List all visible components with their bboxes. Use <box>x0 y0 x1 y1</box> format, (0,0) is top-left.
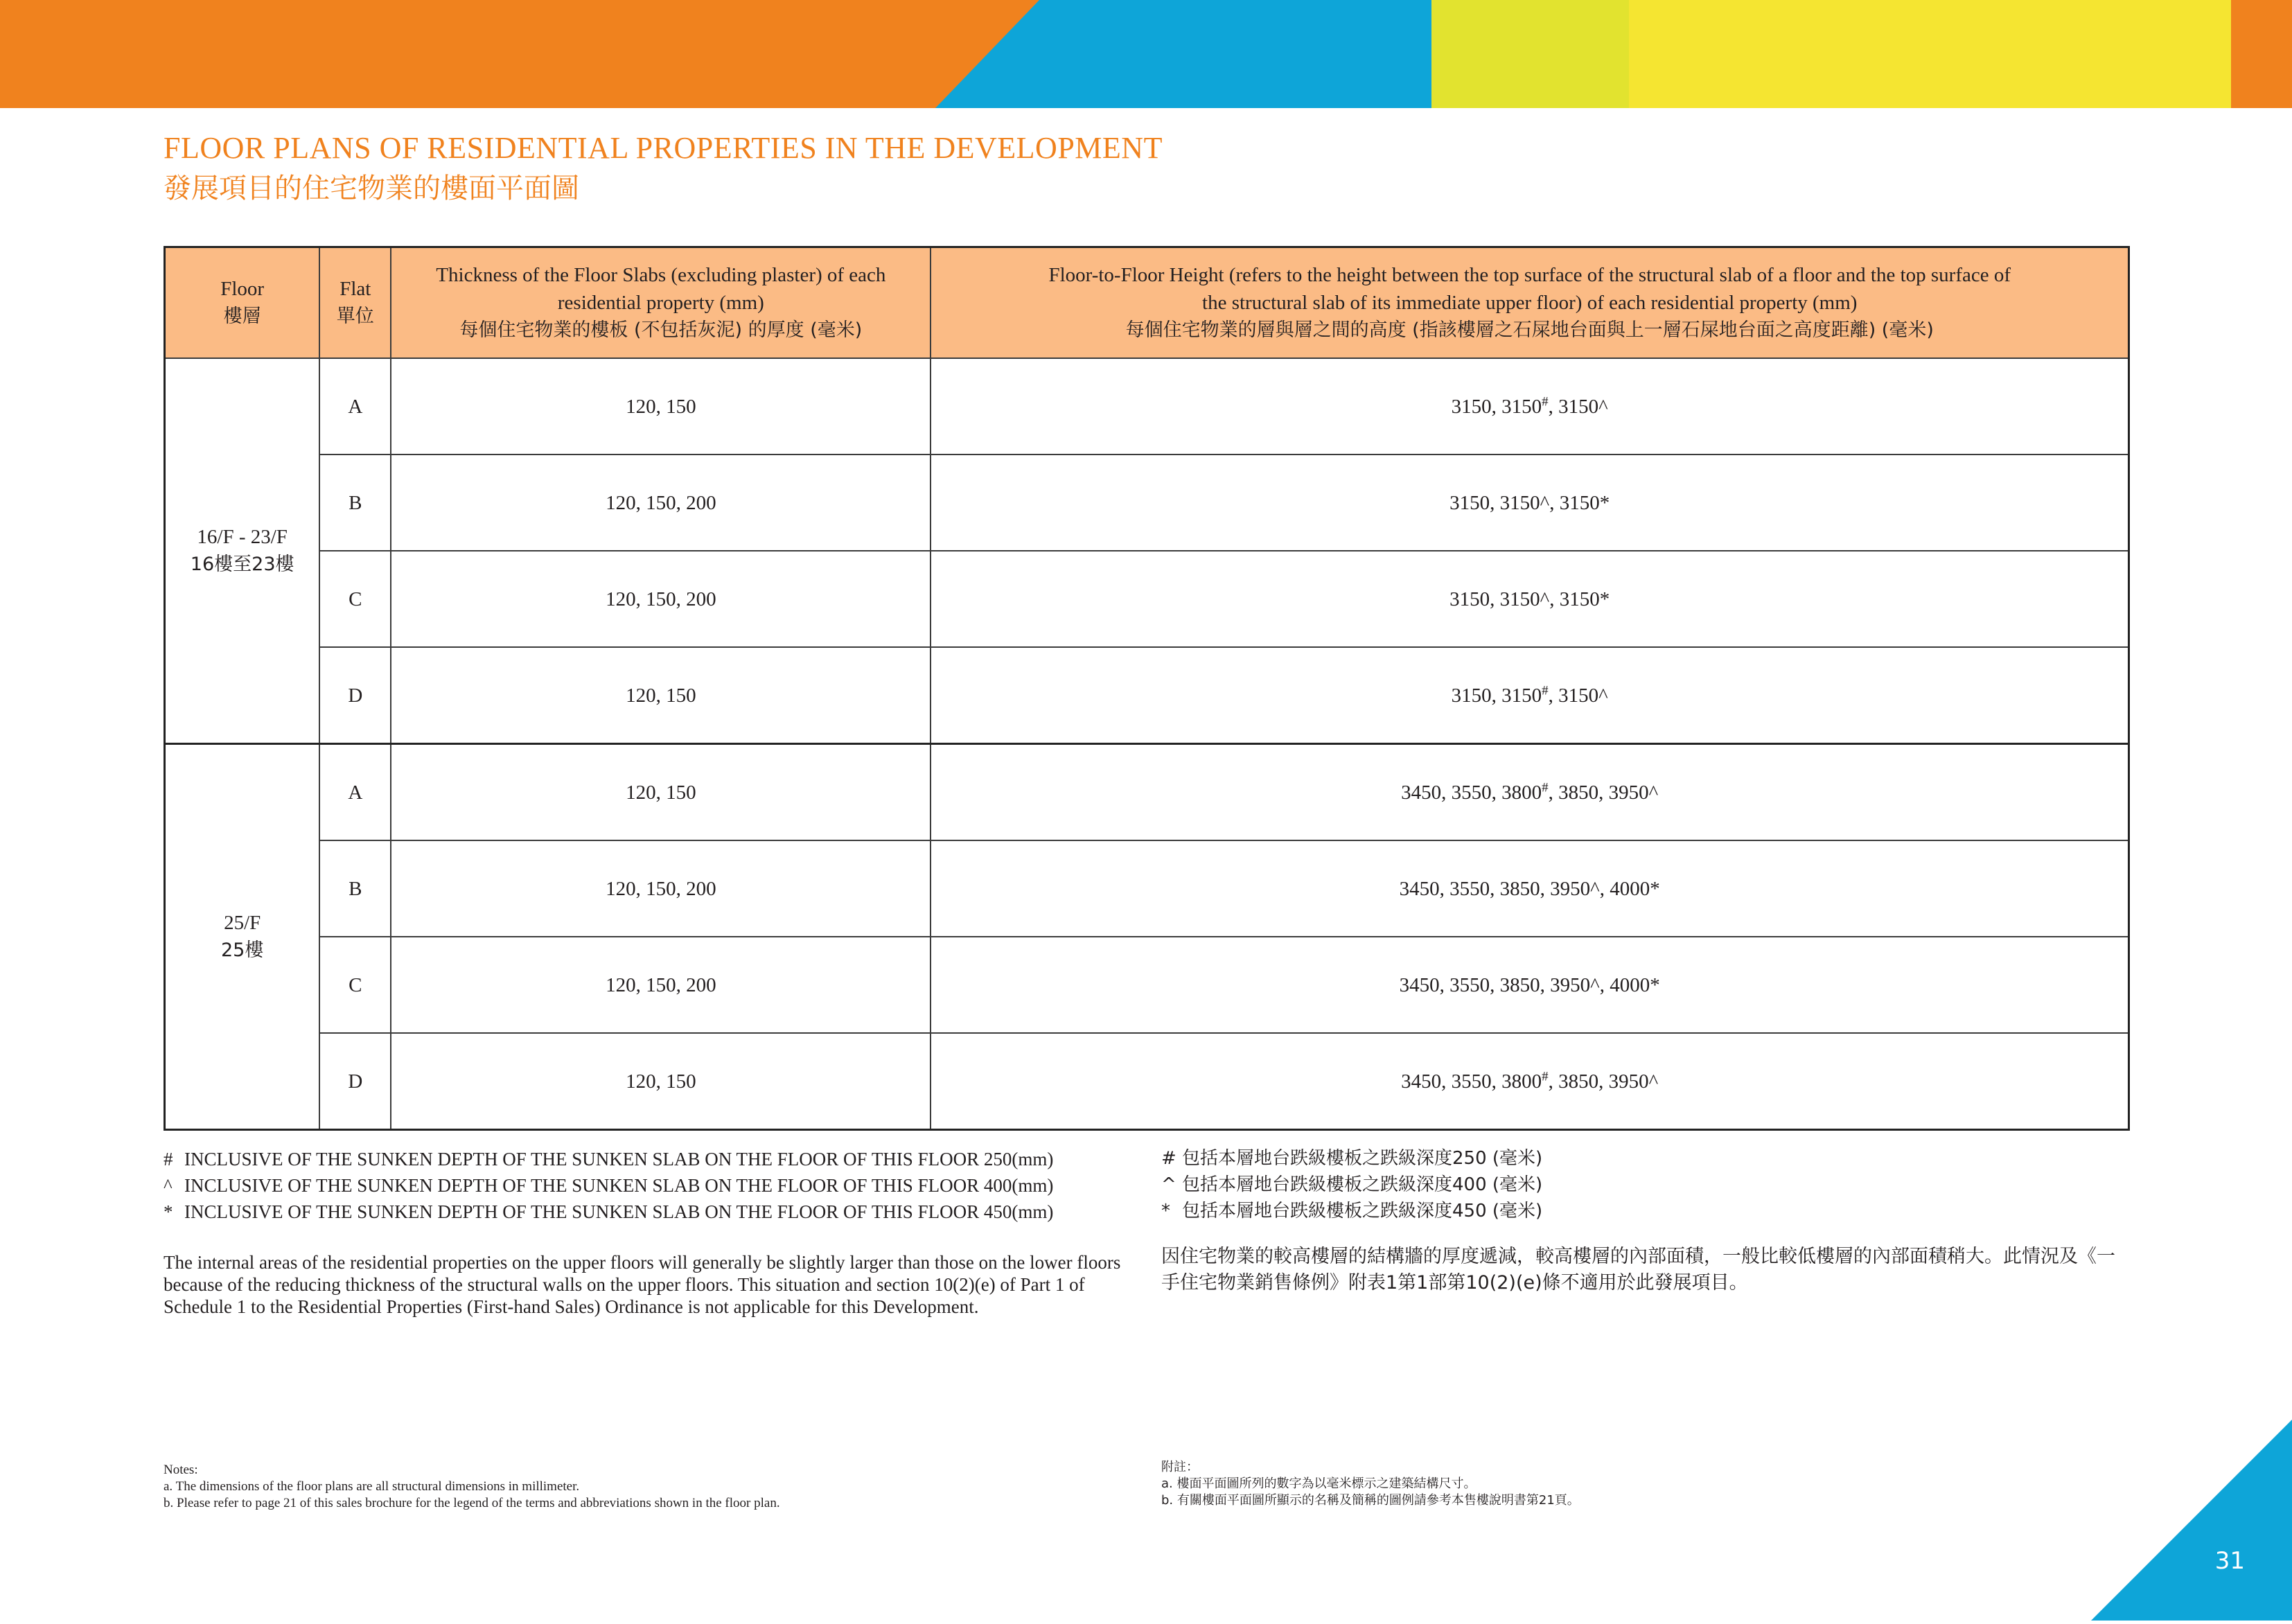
header-thickness-en-1: Thickness of the Floor Slabs (excluding plaster) of each <box>436 264 886 286</box>
legend-item <box>164 1172 1053 1199</box>
table-row <box>165 937 2129 1033</box>
internal-area-paragraph-en: The internal areas of the residential properties on the upper floors will generally be slightly larger than those on the lower floors because of the reducing thickness of the structural walls on the upper floors. This situation and section 10(2)(e) of Part 1 of Schedule 1 to the Residential Properties (First-hand Sales) Ordinance is not applicable for this Development. <box>164 1252 1121 1317</box>
table-row <box>165 551 2129 647</box>
legend-text: INCLUSIVE OF THE SUNKEN DEPTH OF THE SUNKEN SLAB ON THE FLOOR OF THIS FLOOR 250(mm) <box>184 1149 1054 1170</box>
header-thickness-zh: 每個住宅物業的樓板 (不包括灰泥) 的厚度 (毫米) <box>459 319 863 341</box>
legend-item <box>1161 1198 1542 1224</box>
page-number: 31 <box>2214 1547 2245 1575</box>
internal-area-paragraph-zh: 因住宅物業的較高樓層的結構牆的厚度遞減，較高樓層的內部面積，一般比較低樓層的內部面積稍大。此情況及《一手住宅物業銷售條例》附表1第1部第10(2)(e)條不適用於此發展項目。 <box>1161 1246 2115 1294</box>
page-title-en: FLOOR PLANS OF RESIDENTIAL PROPERTIES IN THE DEVELOPMENT <box>164 131 1163 165</box>
height-cell <box>931 840 2128 937</box>
floor-label-en: 16/F - 23/F <box>197 526 288 548</box>
height-cell <box>931 647 2128 744</box>
legend-text: 包括本層地台跌級樓板之跌級深度450 (毫米) <box>1182 1201 1543 1221</box>
floor-cell <box>165 358 320 744</box>
height-value: 3450, 3550, 3850, 3950^, 4000* <box>1399 877 1660 900</box>
height-value-tail: , 3850, 3950^ <box>1548 1070 1659 1093</box>
thickness-cell: 120, 150 <box>391 1033 931 1130</box>
height-cell <box>931 744 2128 841</box>
height-value: 3450, 3550, 3850, 3950^, 4000* <box>1399 973 1660 996</box>
legend-symbol: # <box>1161 1148 1176 1169</box>
top-color-banner <box>0 0 2292 108</box>
thickness-cell: 120, 150, 200 <box>391 454 931 551</box>
floor-label-zh: 25樓 <box>220 939 264 961</box>
legend-text: 包括本層地台跌級樓板之跌級深度400 (毫米) <box>1182 1174 1543 1195</box>
flat-cell: B <box>319 840 391 937</box>
header-thickness <box>391 247 931 359</box>
header-height-en-1: Floor-to-Floor Height (refers to the height between the top surface of the structural slab of a floor and the top surface of <box>1048 264 2011 286</box>
floor-label-zh: 16樓至23樓 <box>190 554 294 575</box>
legend-symbol: * <box>1161 1201 1170 1221</box>
notes-heading: 附註： <box>1161 1460 1199 1474</box>
table-row <box>165 1033 2129 1130</box>
table-row <box>165 840 2129 937</box>
flat-cell: B <box>319 454 391 551</box>
floor-height-table <box>164 246 2130 1131</box>
table-row <box>165 454 2129 551</box>
height-value: 3450, 3550, 3800 <box>1401 781 1542 804</box>
thickness-cell: 120, 150, 200 <box>391 551 931 647</box>
flat-cell: A <box>319 358 391 454</box>
note-item: a. The dimensions of the floor plans are all structural dimensions in millimeter. <box>164 1479 580 1494</box>
legend-item <box>164 1199 1053 1225</box>
header-flat-en: Flat <box>340 278 371 300</box>
page-title-zh: 發展項目的住宅物業的樓面平面圖 <box>164 173 579 204</box>
flat-cell: D <box>319 647 391 744</box>
flat-cell: C <box>319 551 391 647</box>
thickness-cell: 120, 150, 200 <box>391 937 931 1033</box>
table-row <box>165 647 2129 744</box>
height-value: 3150, 3150 <box>1451 684 1542 707</box>
table-row <box>165 744 2129 841</box>
header-flat-zh: 單位 <box>336 306 374 327</box>
height-superscript: # <box>1542 779 1549 795</box>
height-value-tail: , 3850, 3950^ <box>1548 781 1659 804</box>
height-superscript: # <box>1542 1068 1549 1084</box>
legend-item <box>1161 1172 1542 1198</box>
flat-cell: D <box>319 1033 391 1130</box>
legend-symbol: * <box>164 1201 173 1222</box>
thickness-cell: 120, 150 <box>391 647 931 744</box>
flat-cell: C <box>319 937 391 1033</box>
legend-symbol: # <box>164 1149 173 1170</box>
legend-symbol: ^ <box>164 1175 173 1196</box>
header-floor-zh: 樓層 <box>223 306 261 327</box>
notes-heading: Notes: <box>164 1463 198 1477</box>
height-cell <box>931 551 2128 647</box>
header-floor-en: Floor <box>220 278 265 300</box>
table-header-row <box>165 247 2129 359</box>
corner-triangle <box>2091 1420 2292 1621</box>
height-value: 3150, 3150 <box>1451 395 1542 418</box>
note-item: a. 樓面平面圖所列的數字為以毫米標示之建築結構尺寸。 <box>1161 1476 1476 1491</box>
legend-text: INCLUSIVE OF THE SUNKEN DEPTH OF THE SUNKEN SLAB ON THE FLOOR OF THIS FLOOR 400(mm) <box>184 1175 1054 1196</box>
thickness-cell: 120, 150 <box>391 358 931 454</box>
header-height <box>931 247 2128 359</box>
flat-cell: A <box>319 744 391 841</box>
height-superscript: # <box>1542 682 1549 698</box>
header-floor <box>165 247 320 359</box>
notes-en <box>164 1462 780 1512</box>
height-cell <box>931 937 2128 1033</box>
height-value: 3450, 3550, 3800 <box>1401 1070 1542 1093</box>
header-height-zh: 每個住宅物業的層與層之間的高度 (指該樓層之石屎地台面與上一層石屎地台面之高度距離) (毫米) <box>1125 319 1934 341</box>
header-height-en-2: the structural slab of its immediate upper floor) of each residential property (mm) <box>1202 292 1858 314</box>
header-flat <box>319 247 391 359</box>
legend-symbol: ^ <box>1161 1174 1176 1195</box>
thickness-cell: 120, 150 <box>391 744 931 841</box>
legend-item <box>1161 1145 1542 1172</box>
floor-label-en: 25/F <box>224 912 261 934</box>
height-value-tail: , 3150^ <box>1548 684 1608 707</box>
header-thickness-en-2: residential property (mm) <box>557 292 764 314</box>
legend-zh <box>1161 1145 1542 1224</box>
note-item: b. 有關樓面平面圖所顯示的名稱及簡稱的圖例請參考本售樓說明書第21頁。 <box>1161 1493 1580 1508</box>
table-row <box>165 358 2129 454</box>
legend-text: INCLUSIVE OF THE SUNKEN DEPTH OF THE SUNKEN SLAB ON THE FLOOR OF THIS FLOOR 450(mm) <box>184 1201 1054 1222</box>
height-superscript: # <box>1542 394 1549 409</box>
height-value-tail: , 3150^ <box>1548 395 1608 418</box>
height-value: 3150, 3150^, 3150* <box>1449 588 1610 610</box>
height-cell <box>931 454 2128 551</box>
floor-cell <box>165 744 320 1130</box>
notes-zh <box>1161 1459 1580 1509</box>
legend-text: 包括本層地台跌級樓板之跌級深度250 (毫米) <box>1182 1148 1543 1169</box>
note-item: b. Please refer to page 21 of this sales brochure for the legend of the terms and abbreviations shown in the floor plan. <box>164 1496 780 1510</box>
legend-en <box>164 1146 1053 1225</box>
height-cell <box>931 1033 2128 1130</box>
height-cell <box>931 358 2128 454</box>
height-value: 3150, 3150^, 3150* <box>1449 491 1610 514</box>
thickness-cell: 120, 150, 200 <box>391 840 931 937</box>
legend-item <box>164 1146 1053 1172</box>
